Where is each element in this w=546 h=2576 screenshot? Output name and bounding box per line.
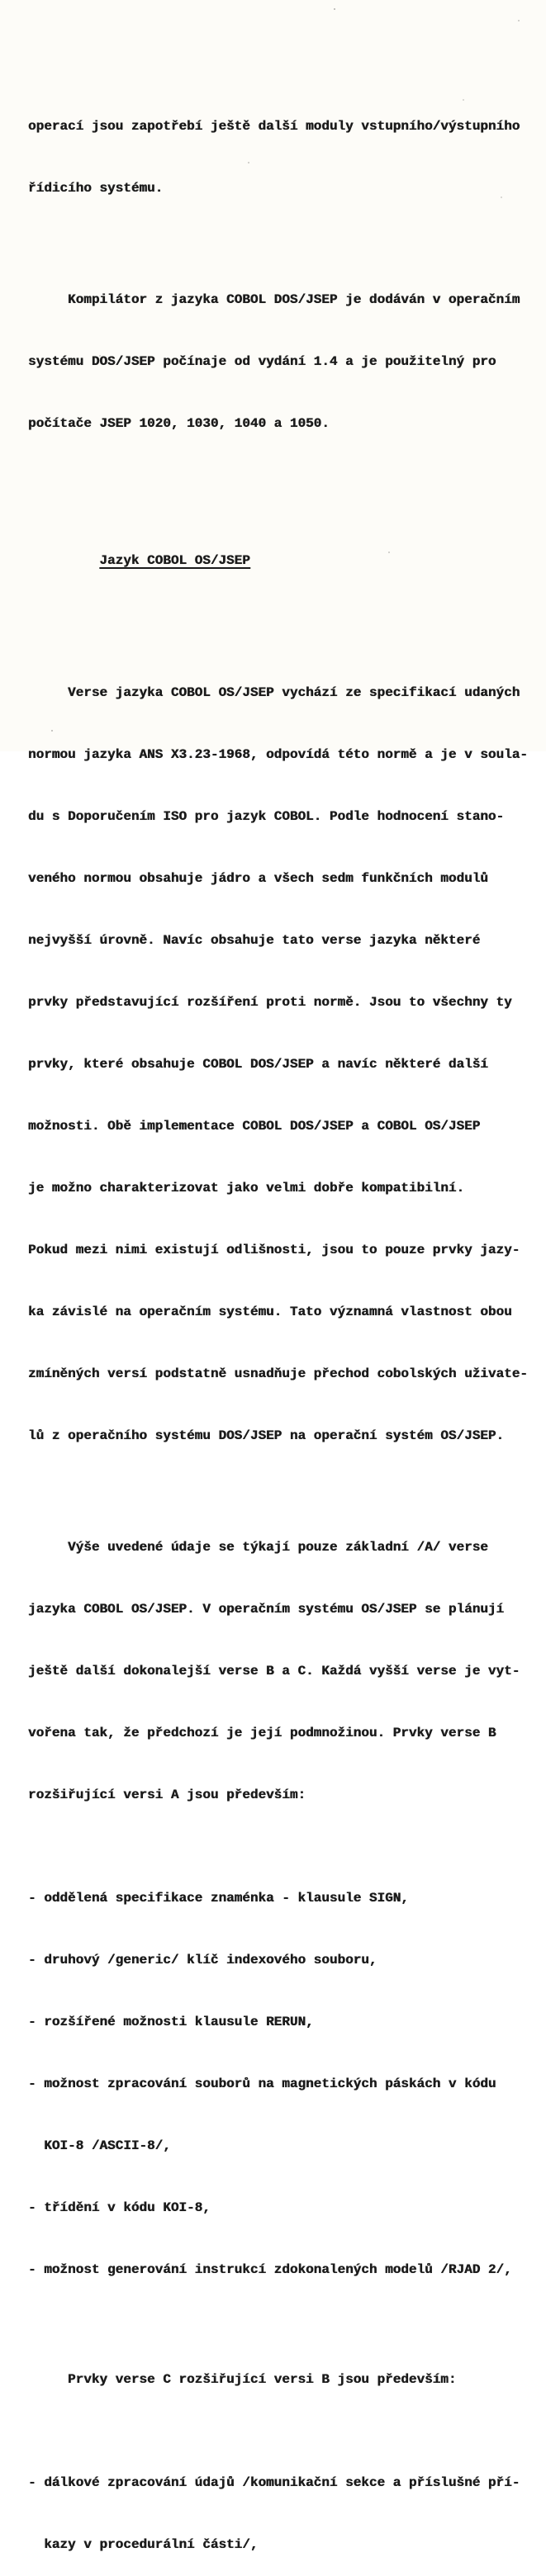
list-item: - druhový /generic/ klíč indexového souboru, [28,1953,377,1968]
text-line: vořena tak, že předchozí je její podmnožinou. Prvky verse B [28,1726,496,1740]
text-line: prvky, které obsahuje COBOL DOS/JSEP a navíc některé další [28,1057,488,1072]
list-item-continuation: KOI-8 /ASCII-8/, [28,2138,171,2153]
text-line: systému DOS/JSEP počínaje od vydání 1.4 a je použitelný pro [28,354,496,369]
text-line: normou jazyka ANS X3.23-1968, odpovídá této normě a je v soula- [28,747,528,762]
text-line: Prvky verse C rozšiřující versi B jsou především: [28,2372,457,2387]
text-line: zmíněných versí podstatně usnadňuje přechod cobolských uživate- [28,1366,528,1381]
list-item: - třídění v kódu KOI-8, [28,2200,211,2215]
text-line: ještě další dokonalejší verse B a C. Každá vyšší verse je vyt- [28,1664,520,1679]
text-line: nejvyšší úrovně. Navíc obsahuje tato verse jazyka některé [28,933,481,948]
text-line: veného normou obsahuje jádro a všech sedm funkčních modulů [28,871,488,886]
list-item: - možnost generování instrukcí zdokonalených modelů /RJAD 2/, [28,2262,512,2277]
list-item: - rozšířené možnosti klausule RERUN, [28,2015,314,2029]
text-line: rozšiřující versi A jsou především: [28,1788,306,1802]
list-item: - možnost zpracování souborů na magnetických páskách v kódu [28,2076,496,2091]
section-heading [28,530,543,592]
section-heading-text: Jazyk COBOL OS/JSEP [99,553,250,568]
text-line: Kompilátor z jazyka COBOL DOS/JSEP je dodáván v operačním [28,292,520,307]
text-line: Verse jazyka COBOL OS/JSEP vychází ze specifikací udaných [28,685,520,700]
text-line: du s Doporučením ISO pro jazyk COBOL. Podle hodnocení stano- [28,809,505,824]
text-line: počítače JSEP 1020, 1030, 1040 a 1050. [28,416,330,431]
text-line: operací jsou zapotřebí ještě další moduly vstupního/výstupního [28,119,520,134]
scan-noise [0,0,2,2]
text-line: Výše uvedené údaje se týkají pouze základní /A/ verse [28,1540,488,1555]
text-line: jazyka COBOL OS/JSEP. V operačním systému OS/JSEP se plánují [28,1602,505,1617]
text-line: možnosti. Obě implementace COBOL DOS/JSEP a COBOL OS/JSEP [28,1119,481,1134]
text-line: je možno charakterizovat jako velmi dobře kompatibilní. [28,1181,465,1196]
list-item: - dálkové zpracování údajů /komunikační sekce a příslušné pří- [28,2475,520,2490]
list-item-continuation: kazy v procedurální části/, [28,2537,259,2552]
text-line: lů z operačního systému DOS/JSEP na operační systém OS/JSEP. [28,1428,505,1443]
list-item: - oddělená specifikace znaménka - klausule SIGN, [28,1891,409,1906]
text-line: ka závislé na operačním systému. Tato významná vlastnost obou [28,1305,512,1319]
text-line: řídicího systému. [28,181,164,196]
text-line: prvky představující rozšíření proti normě. Jsou to všechny ty [28,995,512,1010]
text-line: Pokud mezi nimi existují odlišnosti, jsou to pouze prvky jazy- [28,1243,520,1257]
